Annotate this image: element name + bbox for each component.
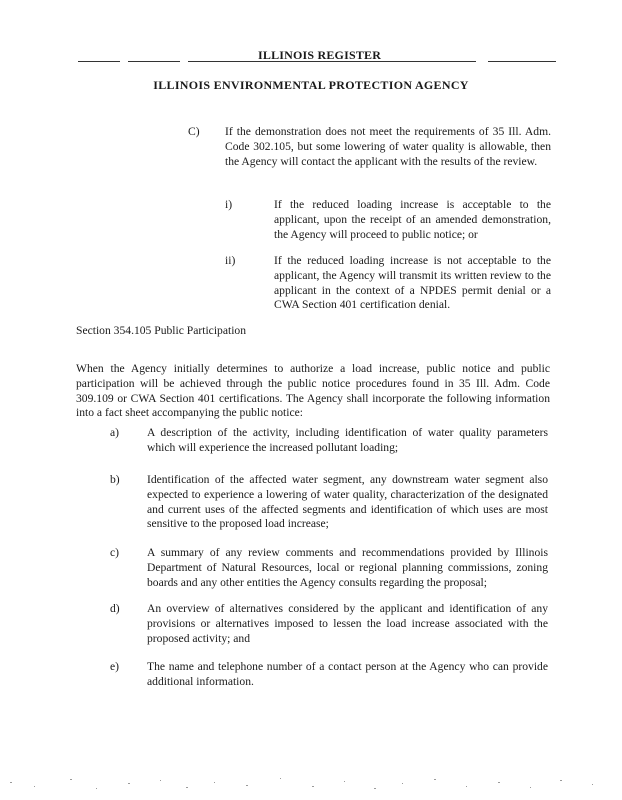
list-item-text: Identification of the affected water segment, any downstream water segment also expected to experience a lowering of water quality, characterization of the designated and current uses of the affected segments and identification of which uses are most sensitive to the proposed load increase; [147,473,548,531]
register-title: ILLINOIS REGISTER [258,48,382,62]
list-item-label: e) [110,660,120,673]
list-item-text: A summary of any review comments and recommendations provided by Illinois Department of Natural Resources, local or regional planning commissions, zoning boards and any other entities the Agency consults regarding the proposal; [147,546,548,589]
agency-title: ILLINOIS ENVIRONMENTAL PROTECTION AGENCY [153,78,469,92]
list-item-label: b) [110,473,120,486]
header-rule [128,61,180,62]
header-rule [78,61,120,62]
list-item-text: A description of the activity, including identification of water quality parameters which will experience the increased pollutant loading; [147,426,548,454]
subitem-label: ii) [225,254,236,267]
intro-paragraph: When the Agency initially determines to authorize a load increase, public notice and public participation will be achieved through the public notice procedures found in 35 Ill. Adm. Code 309.109 or CWA Section 401 certifications. The Agency shall incorporate the following information into a fact sheet accompanying the public notice: [76,362,550,420]
subitem-text: If the reduced loading increase is acceptable to the applicant, upon the receipt of an amended demonstration, the Agency will proceed to public notice; or [274,198,551,241]
item-text: If the demonstration does not meet the requirements of 35 Ill. Adm. Code 302.105, but some lowering of water quality is allowable, then the Agency will contact the applicant with the results of the review. [225,125,551,168]
list-item-text: An overview of alternatives considered by the applicant and identification of any provisions or alternatives imposed to lessen the load increase associated with the proposed activity; and [147,602,548,645]
subitem-label: i) [225,198,233,211]
section-heading: Section 354.105 Public Participation [76,324,247,337]
list-item-text: The name and telephone number of a contact person at the Agency who can provide additional information. [147,660,548,688]
subitem-text: If the reduced loading increase is not acceptable to the applicant, the Agency will transmit its written review to the applicant in the context of a NPDES permit denial or a CWA Section 401 certification denial. [274,254,551,312]
scan-speckle [0,774,622,794]
item-label: C) [188,125,200,138]
list-item-label: a) [110,426,120,439]
header-rule [488,61,556,62]
list-item-label: c) [110,546,120,559]
list-item-label: d) [110,602,120,615]
